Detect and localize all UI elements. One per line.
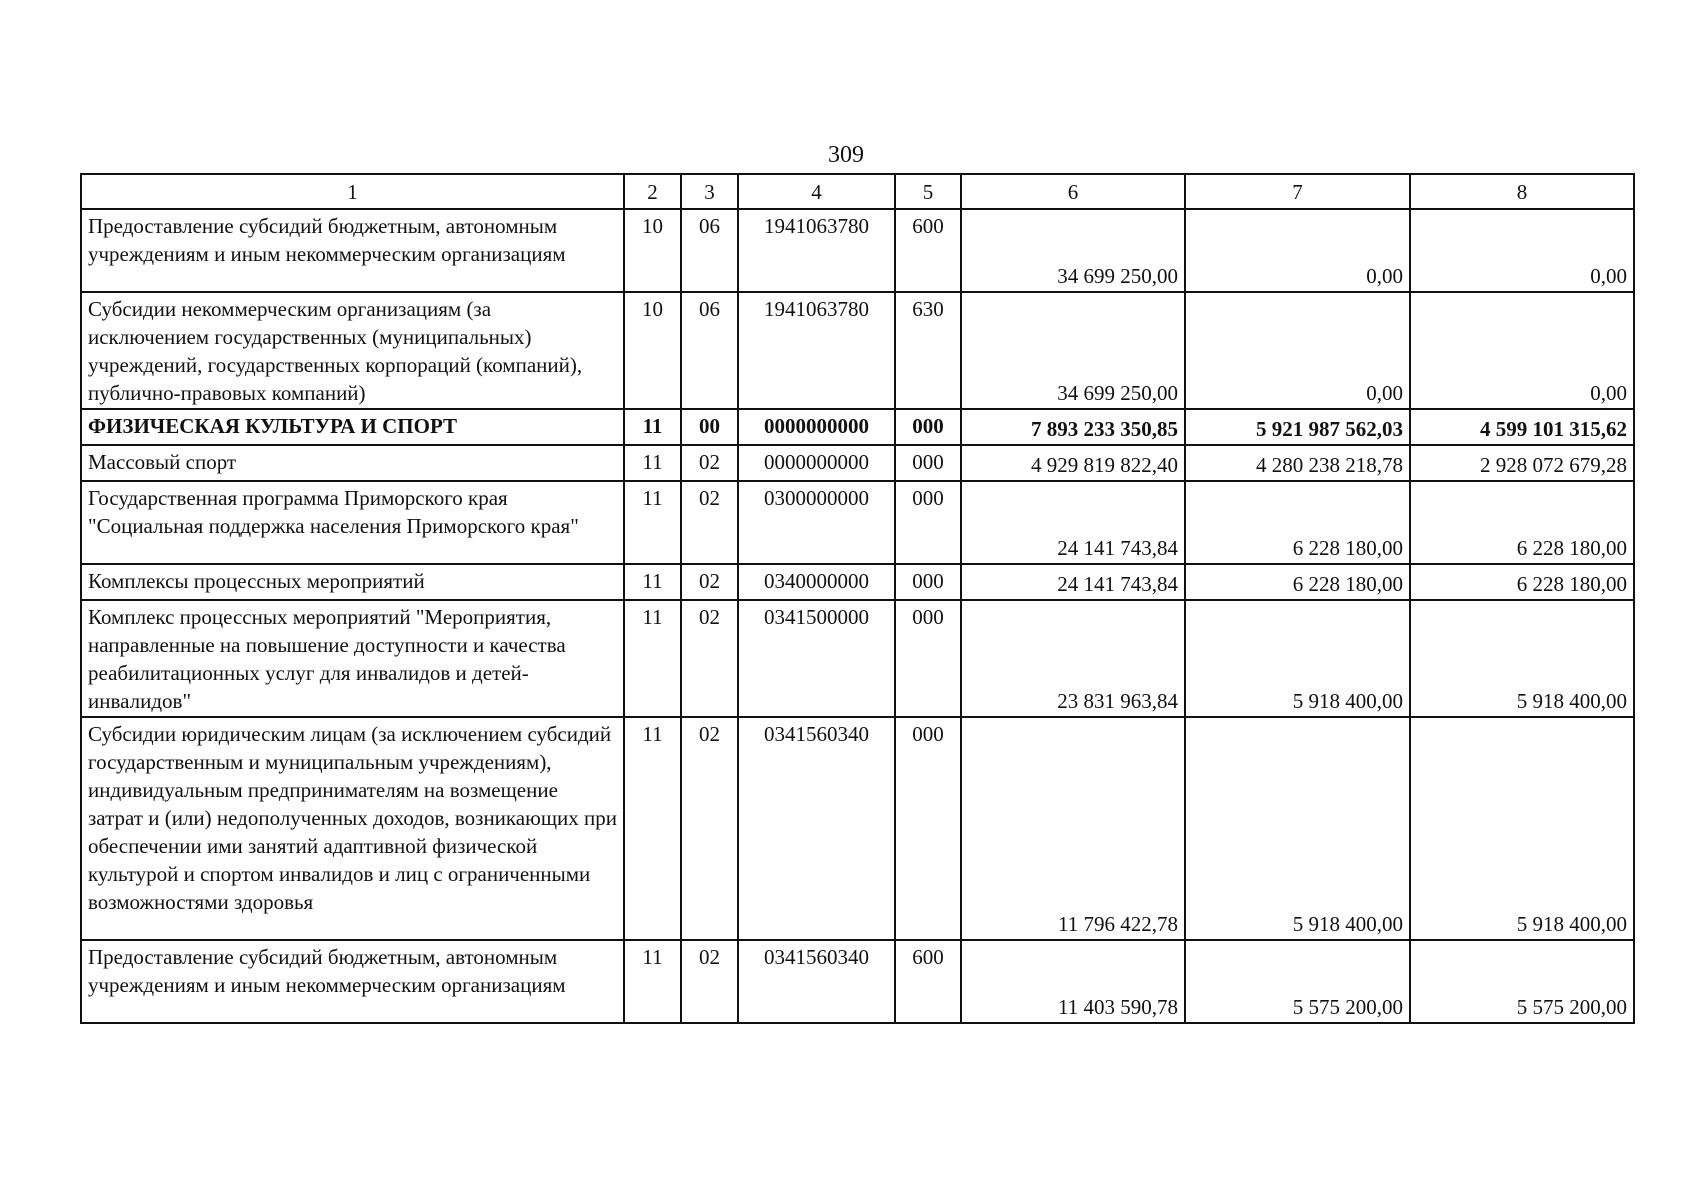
- row-amount-col7: 5 918 400,00: [1185, 600, 1410, 717]
- row-expense-type-code: 000: [895, 564, 961, 600]
- row-amount-col8: 6 228 180,00: [1410, 564, 1634, 600]
- row-subsection-code: 02: [681, 564, 738, 600]
- row-amount-col7: 6 228 180,00: [1185, 481, 1410, 564]
- column-header: 6: [961, 174, 1185, 209]
- row-amount-col7: 6 228 180,00: [1185, 564, 1410, 600]
- row-amount-col8: 6 228 180,00: [1410, 481, 1634, 564]
- row-name: Государственная программа Приморского края "Социальная поддержка населения Приморского края": [81, 481, 624, 564]
- row-target-code: 0341560340: [738, 940, 895, 1023]
- row-amount-col6: 11 403 590,78: [961, 940, 1185, 1023]
- row-amount-col6: 34 699 250,00: [961, 292, 1185, 409]
- row-expense-type-code: 000: [895, 409, 961, 445]
- row-target-code: 0341560340: [738, 717, 895, 940]
- row-amount-col6: 24 141 743,84: [961, 564, 1185, 600]
- row-target-code: 0340000000: [738, 564, 895, 600]
- row-amount-col6: 23 831 963,84: [961, 600, 1185, 717]
- column-header: 3: [681, 174, 738, 209]
- column-header: 8: [1410, 174, 1634, 209]
- row-amount-col8: 0,00: [1410, 292, 1634, 409]
- row-subsection-code: 00: [681, 409, 738, 445]
- table-header-row: [81, 174, 1634, 209]
- row-name: Предоставление субсидий бюджетным, автономным учреждениям и иным некоммерческим организациям: [81, 940, 624, 1023]
- row-subsection-code: 06: [681, 209, 738, 292]
- row-target-code: 0300000000: [738, 481, 895, 564]
- row-name: Комплексы процессных мероприятий: [81, 564, 624, 600]
- row-section-code: 11: [624, 940, 681, 1023]
- row-target-code: 1941063780: [738, 209, 895, 292]
- row-name: Предоставление субсидий бюджетным, автономным учреждениям и иным некоммерческим организациям: [81, 209, 624, 292]
- row-amount-col8: 5 575 200,00: [1410, 940, 1634, 1023]
- row-expense-type-code: 600: [895, 940, 961, 1023]
- row-amount-col6: 7 893 233 350,85: [961, 409, 1185, 445]
- column-header: 4: [738, 174, 895, 209]
- row-expense-type-code: 000: [895, 481, 961, 564]
- row-amount-col6: 11 796 422,78: [961, 717, 1185, 940]
- row-section-code: 10: [624, 209, 681, 292]
- column-header: 7: [1185, 174, 1410, 209]
- row-amount-col7: 0,00: [1185, 209, 1410, 292]
- row-section-code: 11: [624, 409, 681, 445]
- table-row: [81, 600, 1634, 717]
- row-amount-col8: 5 918 400,00: [1410, 600, 1634, 717]
- row-expense-type-code: 000: [895, 445, 961, 481]
- row-section-code: 10: [624, 292, 681, 409]
- row-amount-col6: 4 929 819 822,40: [961, 445, 1185, 481]
- table-row: [81, 940, 1634, 1023]
- row-expense-type-code: 000: [895, 600, 961, 717]
- table-row: [81, 292, 1634, 409]
- row-amount-col7: 5 918 400,00: [1185, 717, 1410, 940]
- table-row: [81, 717, 1634, 940]
- row-subsection-code: 06: [681, 292, 738, 409]
- row-amount-col8: 4 599 101 315,62: [1410, 409, 1634, 445]
- row-expense-type-code: 600: [895, 209, 961, 292]
- row-subsection-code: 02: [681, 481, 738, 564]
- row-name: Субсидии юридическим лицам (за исключением субсидий государственным и муниципальным учреждениям), индивидуальным предпринимателям на возмещение затрат и (или) недополученных доходов, возникающих при обеспечении ими занятий адаптивной физической культурой и спортом инвалидов и лиц с ограниченными возможностями здоровья: [81, 717, 624, 940]
- column-header: 1: [81, 174, 624, 209]
- table-row: [81, 564, 1634, 600]
- row-amount-col8: 0,00: [1410, 209, 1634, 292]
- row-name: Субсидии некоммерческим организациям (за исключением государственных (муниципальных) учреждений, государственных корпораций (компаний), публично-правовых компаний): [81, 292, 624, 409]
- row-target-code: 0341500000: [738, 600, 895, 717]
- row-section-code: 11: [624, 600, 681, 717]
- row-expense-type-code: 000: [895, 717, 961, 940]
- row-amount-col8: 2 928 072 679,28: [1410, 445, 1634, 481]
- row-name: ФИЗИЧЕСКАЯ КУЛЬТУРА И СПОРТ: [81, 409, 624, 445]
- row-amount-col7: 4 280 238 218,78: [1185, 445, 1410, 481]
- row-section-code: 11: [624, 445, 681, 481]
- row-amount-col8: 5 918 400,00: [1410, 717, 1634, 940]
- table-row: [81, 445, 1634, 481]
- row-amount-col6: 24 141 743,84: [961, 481, 1185, 564]
- row-name: Массовый спорт: [81, 445, 624, 481]
- row-target-code: 0000000000: [738, 445, 895, 481]
- column-header: 5: [895, 174, 961, 209]
- table-row: [81, 481, 1634, 564]
- row-section-code: 11: [624, 481, 681, 564]
- row-amount-col7: 5 921 987 562,03: [1185, 409, 1410, 445]
- row-amount-col6: 34 699 250,00: [961, 209, 1185, 292]
- row-subsection-code: 02: [681, 717, 738, 940]
- row-amount-col7: 0,00: [1185, 292, 1410, 409]
- row-subsection-code: 02: [681, 600, 738, 717]
- budget-table: [80, 173, 1635, 1024]
- row-amount-col7: 5 575 200,00: [1185, 940, 1410, 1023]
- row-section-code: 11: [624, 717, 681, 940]
- column-header: 2: [624, 174, 681, 209]
- row-target-code: 0000000000: [738, 409, 895, 445]
- row-subsection-code: 02: [681, 940, 738, 1023]
- table-row: [81, 409, 1634, 445]
- row-expense-type-code: 630: [895, 292, 961, 409]
- page-number: 309: [828, 142, 864, 168]
- row-name: Комплекс процессных мероприятий "Мероприятия, направленные на повышение доступности и качества реабилитационных услуг для инвалидов и детей-инвалидов": [81, 600, 624, 717]
- row-target-code: 1941063780: [738, 292, 895, 409]
- table-row: [81, 209, 1634, 292]
- row-section-code: 11: [624, 564, 681, 600]
- row-subsection-code: 02: [681, 445, 738, 481]
